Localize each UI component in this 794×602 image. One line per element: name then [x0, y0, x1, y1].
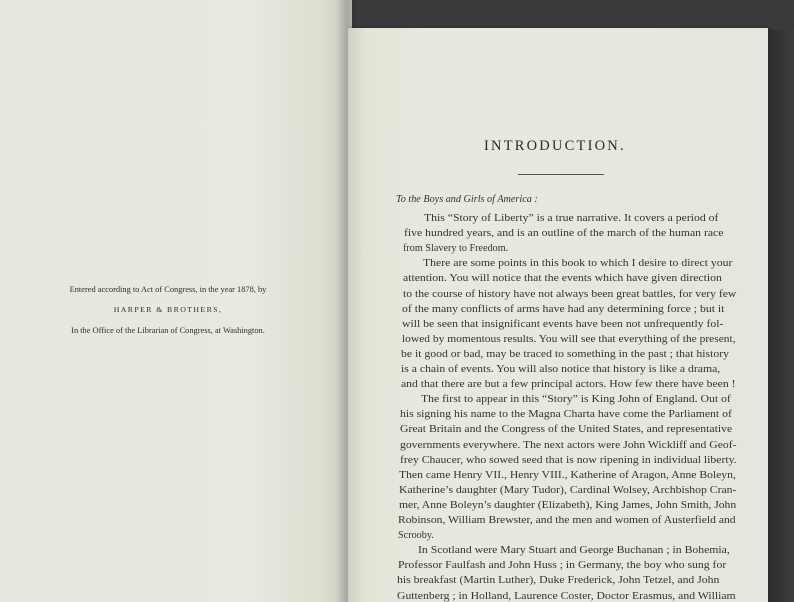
text-line: frey Chaucer, who sowed seed that is now ripening in individual liberty.: [400, 455, 737, 466]
title-rule: [518, 174, 604, 175]
left-page: [0, 0, 352, 602]
text-line: his signing his name to the Magna Charta have come the Parliament of: [400, 409, 732, 420]
text-line: and that there are but a few principal actors. How few there have been !: [401, 379, 736, 390]
text-line: to the course of history have not always been great battles, for very few: [403, 289, 737, 300]
text-line: Robinson, William Brewster, and the men and women of Austerfield and: [398, 515, 736, 526]
page-title: INTRODUCTION.: [484, 138, 626, 154]
text-line: Then came Henry VII., Henry VIII., Katherine of Aragon, Anne Boleyn,: [399, 470, 736, 481]
bleed-through-text: [0, 52, 352, 75]
salutation: To the Boys and Girls of America :: [396, 194, 538, 205]
text-line: This “Story of Liberty” is a true narrative. It covers a period of: [424, 213, 719, 224]
text-line: of the many conflicts of arms have had any determining force ; but it: [402, 304, 725, 315]
text-line: attention. You will notice that the events which have given direction: [403, 273, 722, 284]
text-line: In Scotland were Mary Stuart and George Buchanan ; in Bohemia,: [418, 545, 730, 556]
text-line: Guttenberg ; in Holland, Laurence Coster, Doctor Erasmus, and William: [397, 591, 736, 602]
background-edge: [768, 30, 794, 602]
text-line: lowed by momentous results. You will see that everything of the present,: [402, 334, 736, 345]
text-line: be it good or bad, may be traced to something in the past ; that history: [401, 349, 729, 360]
imprint-publisher: HARPER & BROTHERS,: [113, 305, 223, 314]
imprint-line-1: Entered according to Act of Congress, in the year 1878, by: [69, 285, 267, 294]
text-line: The first to appear in this “Story” is King John of England. Out of: [421, 394, 731, 405]
text-line: his breakfast (Martin Luther), Duke Frederick, John Tetzel, and John: [397, 575, 720, 586]
text-line: There are some points in this book to which I desire to direct your: [423, 258, 733, 269]
text-line: governments everywhere. The next actors were John Wickliff and Geof-: [400, 440, 737, 451]
text-line: mer, Anne Boleyn’s daughter (Elizabeth), King James, John Smith, John: [399, 500, 737, 511]
imprint-line-3: In the Office of the Librarian of Congress, at Washington.: [71, 326, 265, 335]
text-line: Katherine’s daughter (Mary Tudor), Cardinal Wolsey, Archbishop Cran-: [399, 485, 737, 496]
text-line: from Slavery to Freedom.: [403, 243, 509, 254]
text-line: Professor Faulfash and John Huss ; in Germany, the boy who sung for: [398, 560, 727, 571]
text-line: is a chain of events. You will also notice that history is like a drama,: [401, 364, 721, 375]
text-line: will be seen that insignificant events have been not unfrequently fol-: [402, 319, 724, 330]
text-line: five hundred years, and is an outline of the march of the human race: [404, 228, 724, 239]
text-line: Great Britain and the Congress of the United States, and representative: [400, 424, 733, 435]
text-line: Scrooby.: [398, 530, 434, 541]
